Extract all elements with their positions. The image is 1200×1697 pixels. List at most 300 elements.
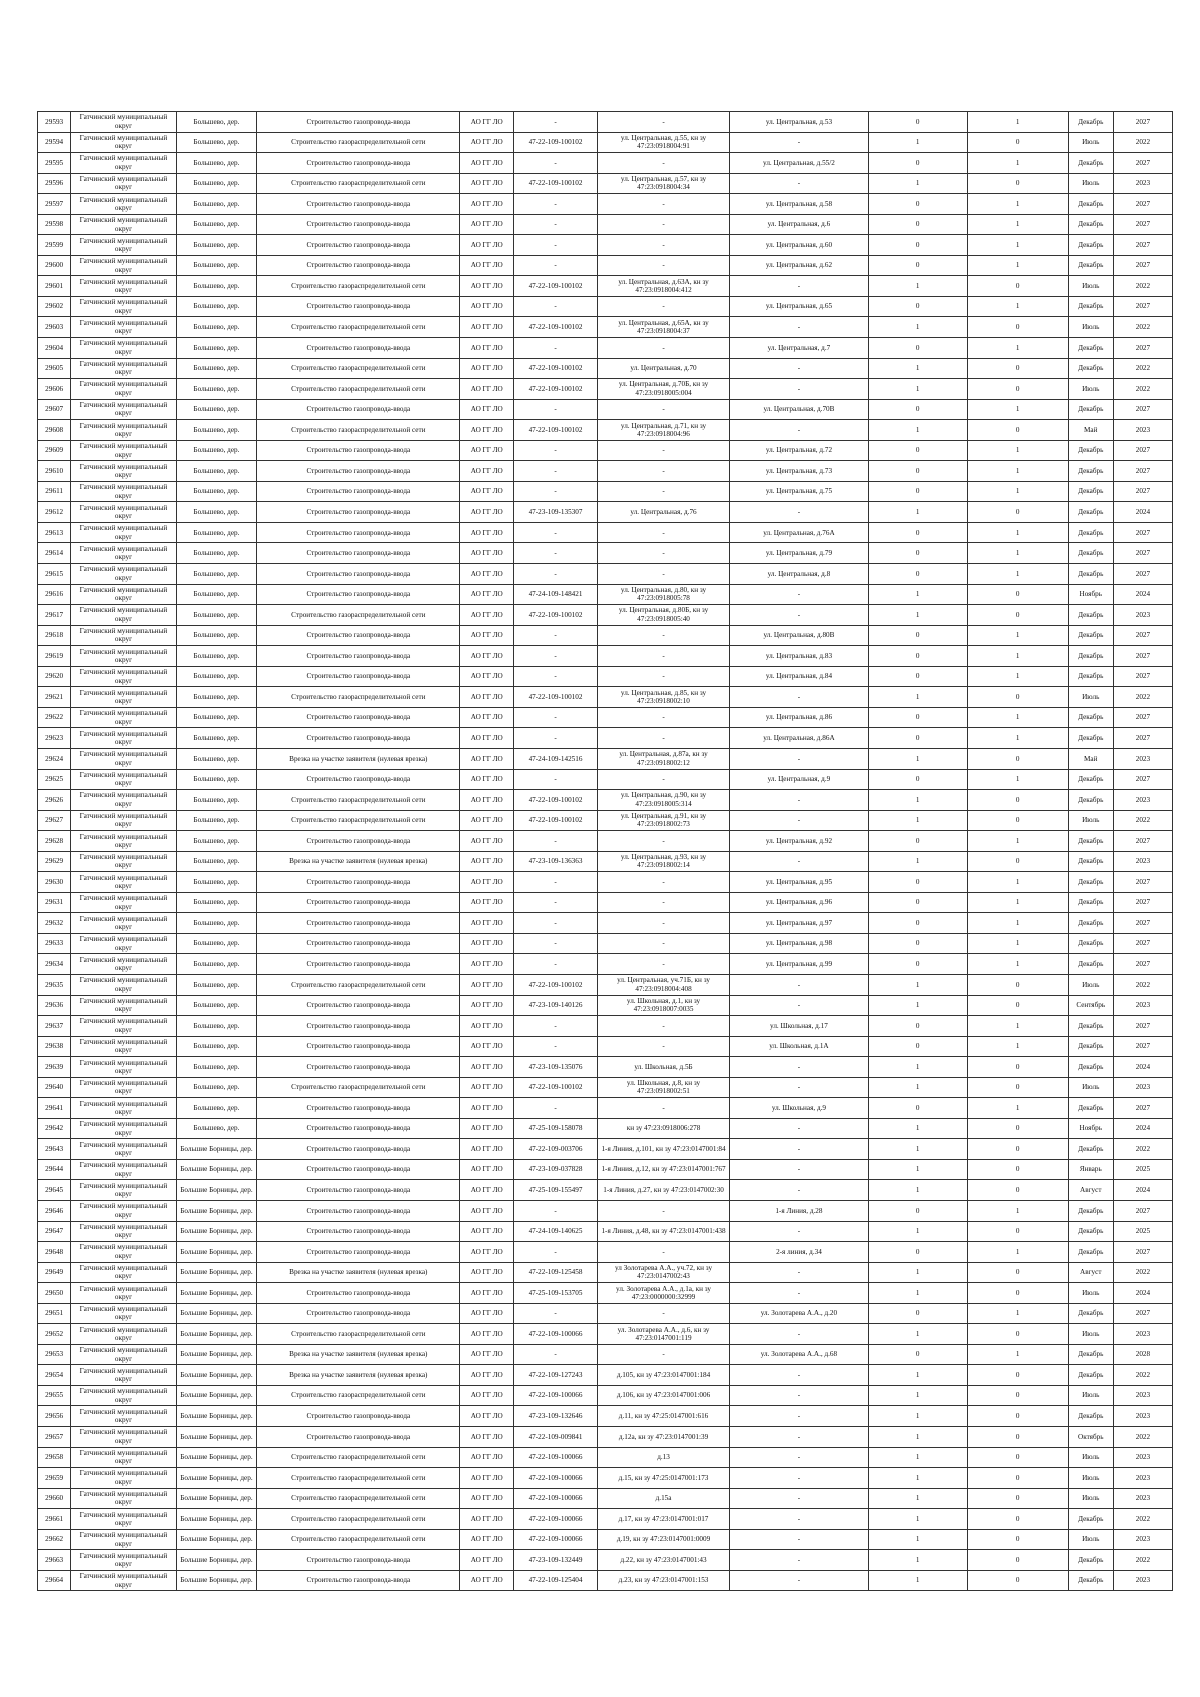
year-cell: 2023 <box>1113 173 1172 194</box>
row-number: 29629 <box>38 851 71 872</box>
planned-count-cell: 0 <box>967 1077 1068 1098</box>
municipality-cell: Гатчинский муниципальный округ <box>71 1180 176 1201</box>
month-cell: Июль <box>1068 1077 1113 1098</box>
row-number: 29611 <box>38 481 71 502</box>
year-cell: 2023 <box>1113 1447 1172 1468</box>
settlement-cell: Большие Борницы, дер. <box>176 1385 257 1406</box>
year-cell: 2022 <box>1113 1427 1172 1448</box>
planned-address-cell: - <box>730 358 869 379</box>
planned-count-cell: 0 <box>967 687 1068 708</box>
application-number-cell: 47-22-109-100102 <box>514 173 598 194</box>
municipality-cell: Гатчинский муниципальный округ <box>71 1098 176 1119</box>
operator-cell: АО ГГ ЛО <box>460 1016 514 1037</box>
year-cell: 2023 <box>1113 605 1172 626</box>
operator-cell: АО ГГ ЛО <box>460 461 514 482</box>
table-row <box>38 954 1173 975</box>
month-cell: Декабрь <box>1068 625 1113 646</box>
settlement-cell: Большие Борницы, дер. <box>176 1550 257 1571</box>
row-number: 29596 <box>38 173 71 194</box>
work-type-cell: Строительство газопровода-ввода <box>257 522 460 543</box>
work-type-cell: Врезка на участке заявителя (нулевая врезка) <box>257 851 460 872</box>
municipality-cell: Гатчинский муниципальный округ <box>71 1283 176 1304</box>
planned-address-cell: - <box>730 502 869 523</box>
connected-address-cell: д.15а <box>597 1488 729 1509</box>
planned-count-cell: 1 <box>967 954 1068 975</box>
municipality-cell: Гатчинский муниципальный округ <box>71 153 176 174</box>
planned-address-cell: - <box>730 1180 869 1201</box>
municipality-cell: Гатчинский муниципальный округ <box>71 974 176 995</box>
row-number: 29649 <box>38 1262 71 1283</box>
connected-count-cell: 1 <box>868 420 967 441</box>
month-cell: Декабрь <box>1068 1016 1113 1037</box>
operator-cell: АО ГГ ЛО <box>460 851 514 872</box>
work-type-cell: Строительство газопровода-ввода <box>257 1242 460 1263</box>
connected-address-cell: - <box>597 1344 729 1365</box>
table-row <box>38 790 1173 811</box>
planned-count-cell: 0 <box>967 1365 1068 1386</box>
table-row <box>38 1139 1173 1160</box>
year-cell: 2027 <box>1113 625 1172 646</box>
settlement-cell: Большево, дер. <box>176 666 257 687</box>
operator-cell: АО ГГ ЛО <box>460 1385 514 1406</box>
planned-count-cell: 1 <box>967 769 1068 790</box>
month-cell: Июль <box>1068 687 1113 708</box>
application-number-cell: - <box>514 461 598 482</box>
planned-address-cell: - <box>730 748 869 769</box>
operator-cell: АО ГГ ЛО <box>460 974 514 995</box>
planned-address-cell: ул. Центральная, д.53 <box>730 112 869 133</box>
year-cell: 2027 <box>1113 646 1172 667</box>
municipality-cell: Гатчинский муниципальный округ <box>71 584 176 605</box>
operator-cell: АО ГГ ЛО <box>460 666 514 687</box>
application-number-cell: - <box>514 1303 598 1324</box>
operator-cell: АО ГГ ЛО <box>460 1077 514 1098</box>
connected-count-cell: 1 <box>868 810 967 831</box>
municipality-cell: Гатчинский муниципальный округ <box>71 954 176 975</box>
year-cell: 2023 <box>1113 1488 1172 1509</box>
connected-address-cell: - <box>597 564 729 585</box>
connected-count-cell: 1 <box>868 276 967 297</box>
municipality-cell: Гатчинский муниципальный округ <box>71 420 176 441</box>
planned-count-cell: 1 <box>967 646 1068 667</box>
application-number-cell: - <box>514 769 598 790</box>
month-cell: Декабрь <box>1068 1550 1113 1571</box>
operator-cell: АО ГГ ЛО <box>460 1242 514 1263</box>
application-number-cell: 47-22-109-100102 <box>514 358 598 379</box>
row-number: 29647 <box>38 1221 71 1242</box>
month-cell: Декабрь <box>1068 1221 1113 1242</box>
month-cell: Декабрь <box>1068 543 1113 564</box>
application-number-cell: 47-24-109-140625 <box>514 1221 598 1242</box>
month-cell: Август <box>1068 1180 1113 1201</box>
planned-count-cell: 0 <box>967 584 1068 605</box>
municipality-cell: Гатчинский муниципальный округ <box>71 1509 176 1530</box>
table-row <box>38 1016 1173 1037</box>
work-type-cell: Строительство газопровода-ввода <box>257 112 460 133</box>
month-cell: Январь <box>1068 1159 1113 1180</box>
work-type-cell: Строительство газораспределительной сети <box>257 317 460 338</box>
operator-cell: АО ГГ ЛО <box>460 399 514 420</box>
planned-address-cell: - <box>730 1468 869 1489</box>
operator-cell: АО ГГ ЛО <box>460 1057 514 1078</box>
municipality-cell: Гатчинский муниципальный округ <box>71 1139 176 1160</box>
month-cell: Июль <box>1068 132 1113 153</box>
connected-count-cell: 0 <box>868 666 967 687</box>
planned-count-cell: 1 <box>967 1303 1068 1324</box>
planned-address-cell: - <box>730 1159 869 1180</box>
planned-address-cell: - <box>730 420 869 441</box>
connected-count-cell: 1 <box>868 379 967 400</box>
month-cell: Декабрь <box>1068 1509 1113 1530</box>
settlement-cell: Большие Борницы, дер. <box>176 1344 257 1365</box>
connected-address-cell: - <box>597 666 729 687</box>
planned-count-cell: 1 <box>967 913 1068 934</box>
year-cell: 2027 <box>1113 461 1172 482</box>
planned-count-cell: 0 <box>967 173 1068 194</box>
planned-count-cell: 1 <box>967 707 1068 728</box>
work-type-cell: Строительство газораспределительной сети <box>257 1509 460 1530</box>
operator-cell: АО ГГ ЛО <box>460 1509 514 1530</box>
table-row <box>38 399 1173 420</box>
planned-count-cell: 0 <box>967 502 1068 523</box>
table-row <box>38 255 1173 276</box>
connected-count-cell: 0 <box>868 1016 967 1037</box>
settlement-cell: Большево, дер. <box>176 1077 257 1098</box>
planned-address-cell: - <box>730 1509 869 1530</box>
connected-address-cell: д.11, кн зу 47:25:0147001:616 <box>597 1406 729 1427</box>
settlement-cell: Большево, дер. <box>176 954 257 975</box>
municipality-cell: Гатчинский муниципальный округ <box>71 1488 176 1509</box>
operator-cell: АО ГГ ЛО <box>460 1283 514 1304</box>
application-number-cell: 47-22-109-100066 <box>514 1529 598 1550</box>
planned-address-cell: ул. Центральная, д.98 <box>730 933 869 954</box>
planned-count-cell: 1 <box>967 872 1068 893</box>
operator-cell: АО ГГ ЛО <box>460 1324 514 1345</box>
municipality-cell: Гатчинский муниципальный округ <box>71 1570 176 1591</box>
table-row <box>38 440 1173 461</box>
year-cell: 2022 <box>1113 317 1172 338</box>
work-type-cell: Строительство газораспределительной сети <box>257 1324 460 1345</box>
settlement-cell: Большево, дер. <box>176 892 257 913</box>
municipality-cell: Гатчинский муниципальный округ <box>71 1550 176 1571</box>
month-cell: Декабрь <box>1068 1098 1113 1119</box>
planned-address-cell: ул. Центральная, д.62 <box>730 255 869 276</box>
application-number-cell: 47-22-109-125458 <box>514 1262 598 1283</box>
planned-address-cell: 2-я линия, д.34 <box>730 1242 869 1263</box>
table-row <box>38 522 1173 543</box>
planned-address-cell: ул. Центральная, д.60 <box>730 235 869 256</box>
planned-count-cell: 0 <box>967 1427 1068 1448</box>
application-number-cell: - <box>514 440 598 461</box>
gasification-register-table <box>37 111 1173 1591</box>
month-cell: Декабрь <box>1068 728 1113 749</box>
table-row <box>38 214 1173 235</box>
work-type-cell: Строительство газораспределительной сети <box>257 420 460 441</box>
operator-cell: АО ГГ ЛО <box>460 892 514 913</box>
operator-cell: АО ГГ ЛО <box>460 379 514 400</box>
connected-count-cell: 1 <box>868 687 967 708</box>
month-cell: Декабрь <box>1068 440 1113 461</box>
connected-count-cell: 1 <box>868 605 967 626</box>
planned-count-cell: 0 <box>967 605 1068 626</box>
settlement-cell: Большево, дер. <box>176 522 257 543</box>
month-cell: Декабрь <box>1068 1139 1113 1160</box>
municipality-cell: Гатчинский муниципальный округ <box>71 1159 176 1180</box>
planned-address-cell: ул. Школьная, д.9 <box>730 1098 869 1119</box>
connected-count-cell: 1 <box>868 1509 967 1530</box>
settlement-cell: Большие Борницы, дер. <box>176 1262 257 1283</box>
operator-cell: АО ГГ ЛО <box>460 687 514 708</box>
year-cell: 2023 <box>1113 1406 1172 1427</box>
municipality-cell: Гатчинский муниципальный округ <box>71 1303 176 1324</box>
operator-cell: АО ГГ ЛО <box>460 831 514 852</box>
month-cell: Декабрь <box>1068 194 1113 215</box>
planned-count-cell: 0 <box>967 995 1068 1016</box>
application-number-cell: - <box>514 625 598 646</box>
table-row <box>38 194 1173 215</box>
row-number: 29641 <box>38 1098 71 1119</box>
row-number: 29633 <box>38 933 71 954</box>
application-number-cell: 47-24-109-142516 <box>514 748 598 769</box>
planned-count-cell: 1 <box>967 153 1068 174</box>
row-number: 29604 <box>38 338 71 359</box>
planned-address-cell: ул. Центральная, д.83 <box>730 646 869 667</box>
year-cell: 2024 <box>1113 1057 1172 1078</box>
table-row <box>38 851 1173 872</box>
table-row <box>38 646 1173 667</box>
connected-address-cell: - <box>597 235 729 256</box>
year-cell: 2027 <box>1113 728 1172 749</box>
year-cell: 2022 <box>1113 1262 1172 1283</box>
municipality-cell: Гатчинский муниципальный округ <box>71 1344 176 1365</box>
year-cell: 2023 <box>1113 1570 1172 1591</box>
application-number-cell: 47-22-109-003706 <box>514 1139 598 1160</box>
row-number: 29646 <box>38 1200 71 1221</box>
year-cell: 2023 <box>1113 748 1172 769</box>
connected-count-cell: 0 <box>868 112 967 133</box>
table-row <box>38 481 1173 502</box>
connected-count-cell: 1 <box>868 790 967 811</box>
operator-cell: АО ГГ ЛО <box>460 1344 514 1365</box>
connected-count-cell: 0 <box>868 255 967 276</box>
planned-count-cell: 0 <box>967 1180 1068 1201</box>
connected-count-cell: 0 <box>868 954 967 975</box>
year-cell: 2022 <box>1113 132 1172 153</box>
municipality-cell: Гатчинский муниципальный округ <box>71 440 176 461</box>
work-type-cell: Врезка на участке заявителя (нулевая врезка) <box>257 748 460 769</box>
settlement-cell: Большево, дер. <box>176 440 257 461</box>
month-cell: Декабрь <box>1068 564 1113 585</box>
settlement-cell: Большево, дер. <box>176 1057 257 1078</box>
connected-address-cell: - <box>597 255 729 276</box>
month-cell: Июль <box>1068 1385 1113 1406</box>
planned-address-cell: ул. Золотарева А.А., д.20 <box>730 1303 869 1324</box>
month-cell: Декабрь <box>1068 1570 1113 1591</box>
table-row <box>38 1570 1173 1591</box>
settlement-cell: Большево, дер. <box>176 605 257 626</box>
row-number: 29659 <box>38 1468 71 1489</box>
municipality-cell: Гатчинский муниципальный округ <box>71 646 176 667</box>
operator-cell: АО ГГ ЛО <box>460 358 514 379</box>
connected-count-cell: 1 <box>868 1468 967 1489</box>
connected-address-cell: - <box>597 399 729 420</box>
connected-address-cell: - <box>597 543 729 564</box>
municipality-cell: Гатчинский муниципальный округ <box>71 317 176 338</box>
municipality-cell: Гатчинский муниципальный округ <box>71 790 176 811</box>
connected-address-cell: ул. Центральная, д.57, кн зу 47:23:0918004:34 <box>597 173 729 194</box>
connected-count-cell: 0 <box>868 1303 967 1324</box>
operator-cell: АО ГГ ЛО <box>460 1406 514 1427</box>
operator-cell: АО ГГ ЛО <box>460 1180 514 1201</box>
table-row <box>38 173 1173 194</box>
work-type-cell: Врезка на участке заявителя (нулевая врезка) <box>257 1365 460 1386</box>
row-number: 29619 <box>38 646 71 667</box>
row-number: 29601 <box>38 276 71 297</box>
connected-count-cell: 1 <box>868 1427 967 1448</box>
municipality-cell: Гатчинский муниципальный округ <box>71 851 176 872</box>
operator-cell: АО ГГ ЛО <box>460 132 514 153</box>
connected-address-cell: д.19, кн зу 47:23:0147001:0009 <box>597 1529 729 1550</box>
settlement-cell: Большево, дер. <box>176 584 257 605</box>
connected-count-cell: 0 <box>868 1036 967 1057</box>
connected-address-cell: 1-я Линия, д.27, кн зу 47:23:0147002:30 <box>597 1180 729 1201</box>
settlement-cell: Большие Борницы, дер. <box>176 1159 257 1180</box>
planned-count-cell: 1 <box>967 892 1068 913</box>
month-cell: Декабрь <box>1068 666 1113 687</box>
row-number: 29662 <box>38 1529 71 1550</box>
work-type-cell: Строительство газораспределительной сети <box>257 1488 460 1509</box>
month-cell: Июль <box>1068 1324 1113 1345</box>
table-row <box>38 1324 1173 1345</box>
operator-cell: АО ГГ ЛО <box>460 153 514 174</box>
year-cell: 2027 <box>1113 214 1172 235</box>
row-number: 29661 <box>38 1509 71 1530</box>
connected-count-cell: 0 <box>868 646 967 667</box>
month-cell: Декабрь <box>1068 1242 1113 1263</box>
connected-address-cell: ул. Центральная, д.55, кн зу 47:23:0918004:91 <box>597 132 729 153</box>
work-type-cell: Строительство газопровода-ввода <box>257 564 460 585</box>
work-type-cell: Строительство газораспределительной сети <box>257 358 460 379</box>
settlement-cell: Большево, дер. <box>176 276 257 297</box>
planned-address-cell: - <box>730 851 869 872</box>
month-cell: Декабрь <box>1068 502 1113 523</box>
operator-cell: АО ГГ ЛО <box>460 954 514 975</box>
row-number: 29645 <box>38 1180 71 1201</box>
settlement-cell: Большие Борницы, дер. <box>176 1509 257 1530</box>
connected-address-cell: - <box>597 872 729 893</box>
month-cell: Октябрь <box>1068 1427 1113 1448</box>
work-type-cell: Строительство газопровода-ввода <box>257 1427 460 1448</box>
operator-cell: АО ГГ ЛО <box>460 1488 514 1509</box>
table-row <box>38 317 1173 338</box>
planned-address-cell: ул. Центральная, д.6 <box>730 214 869 235</box>
municipality-cell: Гатчинский муниципальный округ <box>71 481 176 502</box>
row-number: 29616 <box>38 584 71 605</box>
planned-count-cell: 0 <box>967 790 1068 811</box>
year-cell: 2022 <box>1113 1550 1172 1571</box>
planned-count-cell: 0 <box>967 1118 1068 1139</box>
connected-count-cell: 0 <box>868 543 967 564</box>
register-table-body <box>38 112 1173 1591</box>
municipality-cell: Гатчинский муниципальный округ <box>71 1200 176 1221</box>
settlement-cell: Большие Борницы, дер. <box>176 1365 257 1386</box>
year-cell: 2023 <box>1113 1529 1172 1550</box>
municipality-cell: Гатчинский муниципальный округ <box>71 872 176 893</box>
planned-address-cell: - <box>730 687 869 708</box>
planned-address-cell: ул. Центральная, д.65 <box>730 296 869 317</box>
planned-count-cell: 0 <box>967 810 1068 831</box>
planned-address-cell: - <box>730 1550 869 1571</box>
row-number: 29602 <box>38 296 71 317</box>
connected-count-cell: 1 <box>868 974 967 995</box>
connected-address-cell: - <box>597 1200 729 1221</box>
settlement-cell: Большие Борницы, дер. <box>176 1242 257 1263</box>
application-number-cell: - <box>514 1098 598 1119</box>
application-number-cell: 47-22-109-100066 <box>514 1385 598 1406</box>
municipality-cell: Гатчинский муниципальный округ <box>71 831 176 852</box>
connected-count-cell: 0 <box>868 214 967 235</box>
planned-address-cell: ул. Центральная, д.86 <box>730 707 869 728</box>
planned-count-cell: 1 <box>967 194 1068 215</box>
connected-count-cell: 1 <box>868 1365 967 1386</box>
municipality-cell: Гатчинский муниципальный округ <box>71 461 176 482</box>
settlement-cell: Большево, дер. <box>176 728 257 749</box>
connected-count-cell: 0 <box>868 338 967 359</box>
table-row <box>38 995 1173 1016</box>
planned-count-cell: 0 <box>967 379 1068 400</box>
application-number-cell: 47-22-109-100102 <box>514 687 598 708</box>
connected-address-cell: 1-я Линия, д.101, кн зу 47:23:0147001:84 <box>597 1139 729 1160</box>
application-number-cell: - <box>514 214 598 235</box>
application-number-cell: 47-23-109-140126 <box>514 995 598 1016</box>
connected-count-cell: 0 <box>868 1344 967 1365</box>
year-cell: 2027 <box>1113 522 1172 543</box>
year-cell: 2022 <box>1113 358 1172 379</box>
month-cell: Декабрь <box>1068 646 1113 667</box>
table-row <box>38 1036 1173 1057</box>
application-number-cell: - <box>514 913 598 934</box>
connected-count-cell: 1 <box>868 851 967 872</box>
settlement-cell: Большево, дер. <box>176 913 257 934</box>
year-cell: 2023 <box>1113 995 1172 1016</box>
work-type-cell: Строительство газопровода-ввода <box>257 1180 460 1201</box>
municipality-cell: Гатчинский муниципальный округ <box>71 112 176 133</box>
planned-address-cell: ул. Золотарева А.А., д.68 <box>730 1344 869 1365</box>
planned-address-cell: - <box>730 1406 869 1427</box>
work-type-cell: Строительство газопровода-ввода <box>257 707 460 728</box>
settlement-cell: Большево, дер. <box>176 707 257 728</box>
settlement-cell: Большево, дер. <box>176 872 257 893</box>
planned-address-cell: ул. Центральная, д.99 <box>730 954 869 975</box>
connected-count-cell: 1 <box>868 1529 967 1550</box>
planned-address-cell: ул. Центральная, д.7 <box>730 338 869 359</box>
table-row <box>38 1406 1173 1427</box>
year-cell: 2027 <box>1113 153 1172 174</box>
row-number: 29650 <box>38 1283 71 1304</box>
operator-cell: АО ГГ ЛО <box>460 1139 514 1160</box>
municipality-cell: Гатчинский муниципальный округ <box>71 1221 176 1242</box>
application-number-cell: 47-22-109-100066 <box>514 1468 598 1489</box>
operator-cell: АО ГГ ЛО <box>460 1200 514 1221</box>
table-row <box>38 1200 1173 1221</box>
row-number: 29660 <box>38 1488 71 1509</box>
municipality-cell: Гатчинский муниципальный округ <box>71 995 176 1016</box>
month-cell: Декабрь <box>1068 872 1113 893</box>
application-number-cell: 47-23-109-132449 <box>514 1550 598 1571</box>
connected-count-cell: 1 <box>868 132 967 153</box>
settlement-cell: Большево, дер. <box>176 420 257 441</box>
connected-address-cell: 1-я Линия, д.12, кн зу 47:23:0147001:767 <box>597 1159 729 1180</box>
